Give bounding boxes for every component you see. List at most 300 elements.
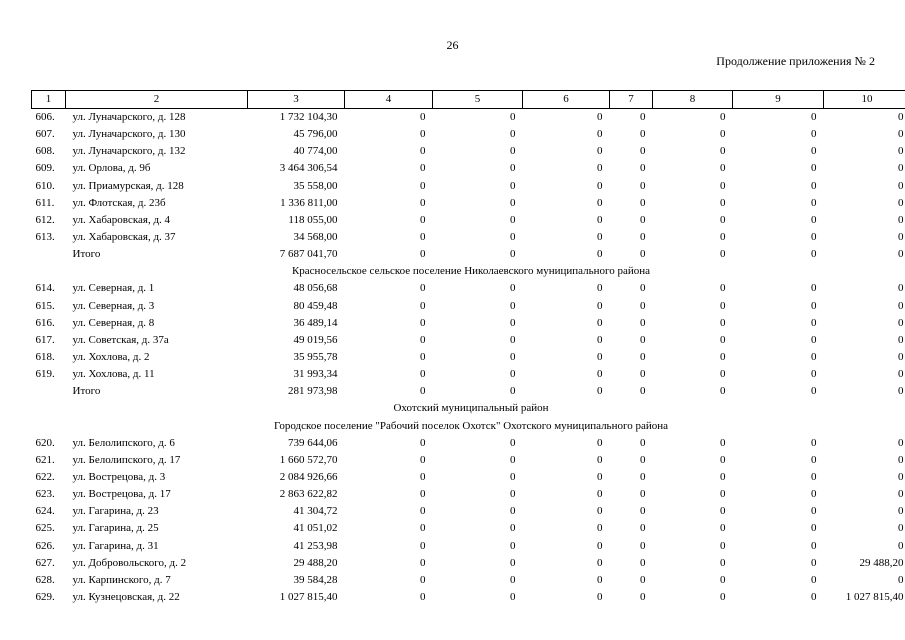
cell-col-9: 0 — [811, 145, 817, 158]
cell-col-7: 0 — [640, 162, 646, 175]
cell-col-5: 0 — [510, 471, 516, 484]
cell-amount: 29 488,20 — [293, 556, 338, 569]
cell-col-4: 0 — [420, 453, 426, 466]
section-header-row — [32, 400, 905, 417]
table-row — [32, 349, 905, 366]
section-header-row — [32, 418, 905, 435]
table-row — [32, 126, 905, 143]
cell-row-number: 619. — [35, 368, 55, 381]
cell-col-8: 0 — [720, 368, 726, 381]
cell-col-8: 0 — [720, 213, 726, 226]
table-row — [32, 366, 905, 383]
cell-col-6: 0 — [597, 591, 603, 603]
cell-col-7: 0 — [640, 145, 646, 158]
cell-col-4: 0 — [420, 145, 426, 158]
cell-col-8: 0 — [720, 128, 726, 141]
cell-col-5: 0 — [510, 333, 516, 346]
cell-col-8: 0 — [720, 556, 726, 569]
table-row — [32, 572, 905, 589]
cell-col-10: 0 — [898, 522, 904, 535]
cell-col-4: 0 — [420, 316, 426, 329]
cell-col-6: 0 — [597, 179, 603, 192]
cell-col-7: 0 — [640, 573, 646, 586]
cell-col-6: 0 — [597, 522, 603, 535]
cell-col-7: 0 — [640, 591, 646, 603]
cell-col-10: 1 027 815,40 — [845, 591, 904, 603]
column-header-10: 10 — [824, 91, 905, 109]
cell-col-10: 0 — [898, 111, 904, 124]
cell-col-8: 0 — [720, 111, 726, 124]
cell-col-6: 0 — [597, 316, 603, 329]
table-row — [32, 178, 905, 195]
column-header-8: 8 — [653, 91, 733, 109]
cell-col-9: 0 — [811, 522, 817, 535]
cell-col-6: 0 — [597, 196, 603, 209]
cell-col-10: 0 — [898, 316, 904, 329]
cell-col-6: 0 — [597, 333, 603, 346]
table-row — [32, 435, 905, 452]
cell-col-4: 0 — [420, 196, 426, 209]
cell-row-number: 610. — [35, 179, 55, 192]
cell-col-6: 0 — [597, 231, 603, 244]
cell-row-number: 622. — [35, 471, 55, 484]
cell-col-8: 0 — [720, 471, 726, 484]
cell-col-8: 0 — [720, 179, 726, 192]
cell-col-10: 0 — [898, 453, 904, 466]
cell-col-5: 0 — [510, 162, 516, 175]
cell-row-number: 615. — [35, 299, 55, 312]
column-header-5: 5 — [433, 91, 523, 109]
cell-col-8: 0 — [720, 333, 726, 346]
cell-col-10: 0 — [898, 471, 904, 484]
cell-col-7: 0 — [640, 231, 646, 244]
data-table — [31, 90, 905, 606]
cell-col-8: 0 — [720, 385, 726, 398]
section-title: Городское поселение "Рабочий поселок Охотск" Охотского муниципального района — [273, 419, 668, 432]
table-row — [32, 195, 905, 212]
cell-address: ул. Добровольского, д. 2 — [72, 556, 187, 569]
continuation-label: Продолжение приложения № 2 — [716, 54, 875, 68]
cell-col-9: 0 — [811, 591, 817, 603]
cell-col-6: 0 — [597, 248, 603, 261]
cell-amount: 41 253,98 — [293, 539, 338, 552]
cell-col-8: 0 — [720, 162, 726, 175]
cell-amount: 45 796,00 — [293, 128, 338, 141]
cell-col-10: 0 — [898, 488, 904, 501]
cell-col-5: 0 — [510, 368, 516, 381]
cell-col-4: 0 — [420, 368, 426, 381]
cell-address: Итого — [72, 385, 101, 398]
section-title: Охотский муниципальный район — [393, 402, 549, 415]
cell-col-10: 0 — [898, 282, 904, 295]
cell-col-7: 0 — [640, 316, 646, 329]
cell-row-number: 621. — [35, 453, 55, 466]
cell-col-5: 0 — [510, 145, 516, 158]
cell-amount: 34 568,00 — [293, 231, 338, 244]
cell-col-7: 0 — [640, 213, 646, 226]
cell-amount: 118 055,00 — [288, 213, 338, 226]
cell-col-7: 0 — [640, 351, 646, 364]
cell-col-10: 0 — [898, 505, 904, 518]
cell-col-4: 0 — [420, 179, 426, 192]
cell-amount: 41 304,72 — [293, 505, 338, 518]
cell-col-10: 0 — [898, 573, 904, 586]
cell-col-4: 0 — [420, 213, 426, 226]
cell-row-number: 629. — [35, 591, 55, 603]
cell-col-9: 0 — [811, 196, 817, 209]
cell-col-10: 0 — [898, 539, 904, 552]
cell-address: ул. Северная, д. 3 — [72, 299, 155, 312]
cell-address: ул. Хабаровская, д. 37 — [72, 231, 176, 244]
cell-col-7: 0 — [640, 111, 646, 124]
cell-col-7: 0 — [640, 385, 646, 398]
cell-col-6: 0 — [597, 471, 603, 484]
cell-amount: 1 660 572,70 — [279, 453, 338, 466]
cell-col-10: 0 — [898, 179, 904, 192]
cell-amount: 36 489,14 — [293, 316, 338, 329]
cell-col-4: 0 — [420, 128, 426, 141]
table-body — [32, 109, 905, 607]
cell-col-10: 29 488,20 — [859, 556, 904, 569]
cell-address: ул. Белолипского, д. 6 — [72, 436, 175, 449]
cell-amount: 1 336 811,00 — [280, 196, 338, 209]
cell-address: ул. Гагарина, д. 25 — [72, 522, 159, 535]
cell-col-4: 0 — [420, 522, 426, 535]
cell-col-8: 0 — [720, 196, 726, 209]
cell-col-10: 0 — [898, 351, 904, 364]
cell-amount: 49 019,56 — [293, 333, 338, 346]
cell-col-5: 0 — [510, 248, 516, 261]
cell-col-8: 0 — [720, 573, 726, 586]
cell-address: ул. Хохлова, д. 2 — [72, 351, 150, 364]
cell-col-7: 0 — [640, 488, 646, 501]
cell-col-7: 0 — [640, 299, 646, 312]
cell-col-6: 0 — [597, 505, 603, 518]
cell-col-4: 0 — [420, 231, 426, 244]
cell-col-4: 0 — [420, 282, 426, 295]
cell-col-9: 0 — [811, 556, 817, 569]
cell-col-9: 0 — [811, 539, 817, 552]
total-row — [32, 246, 905, 263]
header-row — [32, 91, 905, 109]
cell-col-4: 0 — [420, 505, 426, 518]
cell-row-number: 607. — [35, 128, 55, 141]
cell-address: ул. Флотская, д. 23б — [72, 196, 166, 209]
cell-amount: 3 464 306,54 — [279, 162, 338, 175]
cell-col-9: 0 — [811, 162, 817, 175]
table-row — [32, 452, 905, 469]
cell-col-7: 0 — [640, 522, 646, 535]
cell-col-9: 0 — [811, 333, 817, 346]
cell-col-7: 0 — [640, 179, 646, 192]
table-row — [32, 538, 905, 555]
cell-col-9: 0 — [811, 213, 817, 226]
cell-amount: 2 863 622,82 — [279, 488, 338, 501]
section-header-row — [32, 263, 905, 280]
cell-col-10: 0 — [898, 213, 904, 226]
cell-col-7: 0 — [640, 282, 646, 295]
cell-col-9: 0 — [811, 282, 817, 295]
cell-col-9: 0 — [811, 368, 817, 381]
cell-col-4: 0 — [420, 436, 426, 449]
cell-col-6: 0 — [597, 299, 603, 312]
table-row — [32, 315, 905, 332]
cell-row-number: 627. — [35, 556, 55, 569]
cell-col-7: 0 — [640, 556, 646, 569]
cell-col-5: 0 — [510, 351, 516, 364]
cell-address: ул. Северная, д. 8 — [72, 316, 155, 329]
cell-row-number: 626. — [35, 539, 55, 552]
table-row — [32, 280, 905, 297]
cell-col-8: 0 — [720, 488, 726, 501]
cell-col-4: 0 — [420, 333, 426, 346]
cell-col-4: 0 — [420, 162, 426, 175]
cell-row-number: 624. — [35, 505, 55, 518]
cell-address: ул. Приамурская, д. 128 — [72, 179, 184, 192]
cell-col-4: 0 — [420, 591, 426, 603]
cell-amount: 41 051,02 — [293, 522, 338, 535]
cell-col-9: 0 — [811, 505, 817, 518]
cell-col-6: 0 — [597, 111, 603, 124]
cell-col-8: 0 — [720, 539, 726, 552]
cell-col-9: 0 — [811, 316, 817, 329]
cell-col-5: 0 — [510, 539, 516, 552]
cell-col-8: 0 — [720, 299, 726, 312]
cell-col-6: 0 — [597, 436, 603, 449]
cell-col-5: 0 — [510, 316, 516, 329]
cell-col-5: 0 — [510, 436, 516, 449]
column-header-4: 4 — [345, 91, 433, 109]
cell-col-4: 0 — [420, 573, 426, 586]
cell-amount: 1 732 104,30 — [279, 111, 338, 124]
cell-row-number: 611. — [35, 196, 55, 209]
cell-col-5: 0 — [510, 522, 516, 535]
column-header-3: 3 — [248, 91, 345, 109]
cell-col-8: 0 — [720, 591, 726, 603]
cell-col-9: 0 — [811, 111, 817, 124]
cell-row-number: 613. — [35, 231, 55, 244]
cell-row-number: 609. — [35, 162, 55, 175]
cell-col-5: 0 — [510, 591, 516, 603]
cell-col-10: 0 — [898, 368, 904, 381]
cell-col-5: 0 — [510, 385, 516, 398]
cell-col-9: 0 — [811, 351, 817, 364]
cell-col-7: 0 — [640, 471, 646, 484]
cell-col-4: 0 — [420, 556, 426, 569]
cell-col-4: 0 — [420, 488, 426, 501]
cell-col-7: 0 — [640, 539, 646, 552]
table-row — [32, 555, 905, 572]
cell-col-8: 0 — [720, 351, 726, 364]
cell-col-5: 0 — [510, 556, 516, 569]
cell-col-10: 0 — [898, 385, 904, 398]
cell-col-8: 0 — [720, 522, 726, 535]
cell-row-number: 625. — [35, 522, 55, 535]
cell-col-9: 0 — [811, 128, 817, 141]
cell-address: ул. Вострецова, д. 17 — [72, 488, 171, 501]
cell-col-7: 0 — [640, 248, 646, 261]
cell-col-5: 0 — [510, 196, 516, 209]
cell-amount: 7 687 041,70 — [279, 248, 338, 261]
table-row — [32, 589, 905, 606]
cell-col-4: 0 — [420, 111, 426, 124]
cell-col-8: 0 — [720, 145, 726, 158]
cell-row-number — [32, 383, 66, 400]
cell-address: Итого — [72, 248, 101, 261]
cell-col-8: 0 — [720, 231, 726, 244]
cell-col-6: 0 — [597, 556, 603, 569]
cell-col-6: 0 — [597, 488, 603, 501]
cell-col-5: 0 — [510, 488, 516, 501]
cell-col-5: 0 — [510, 111, 516, 124]
cell-address: ул. Белолипского, д. 17 — [72, 453, 181, 466]
cell-amount: 39 584,28 — [293, 573, 338, 586]
cell-col-6: 0 — [597, 282, 603, 295]
cell-col-5: 0 — [510, 505, 516, 518]
table-row — [32, 229, 905, 246]
table-row — [32, 486, 905, 503]
table-row — [32, 469, 905, 486]
cell-col-10: 0 — [898, 436, 904, 449]
cell-col-9: 0 — [811, 453, 817, 466]
cell-col-10: 0 — [898, 333, 904, 346]
table-row — [32, 503, 905, 520]
cell-col-7: 0 — [640, 333, 646, 346]
cell-col-6: 0 — [597, 145, 603, 158]
cell-amount: 35 955,78 — [293, 351, 338, 364]
cell-amount: 80 459,48 — [293, 299, 338, 312]
cell-address: ул. Гагарина, д. 31 — [72, 539, 159, 552]
cell-col-10: 0 — [898, 128, 904, 141]
cell-amount: 1 027 815,40 — [279, 591, 338, 603]
cell-amount: 31 993,34 — [293, 368, 338, 381]
column-header-7: 7 — [610, 91, 653, 109]
cell-amount: 35 558,00 — [293, 179, 338, 192]
cell-col-5: 0 — [510, 128, 516, 141]
cell-col-6: 0 — [597, 162, 603, 175]
cell-col-4: 0 — [420, 539, 426, 552]
cell-col-6: 0 — [597, 128, 603, 141]
cell-col-8: 0 — [720, 316, 726, 329]
cell-col-10: 0 — [898, 299, 904, 312]
cell-col-4: 0 — [420, 299, 426, 312]
cell-row-number: 620. — [35, 436, 55, 449]
cell-col-7: 0 — [640, 436, 646, 449]
column-header-1: 1 — [32, 91, 66, 109]
cell-amount: 281 973,98 — [288, 385, 338, 398]
cell-col-8: 0 — [720, 505, 726, 518]
cell-address: ул. Орлова, д. 9б — [72, 162, 151, 175]
cell-address: ул. Луначарского, д. 132 — [72, 145, 186, 158]
cell-row-number: 623. — [35, 488, 55, 501]
cell-col-6: 0 — [597, 453, 603, 466]
cell-row-number: 606. — [35, 111, 55, 124]
cell-row-number: 612. — [35, 213, 55, 226]
cell-col-9: 0 — [811, 385, 817, 398]
cell-address: ул. Хабаровская, д. 4 — [72, 213, 171, 226]
cell-col-8: 0 — [720, 436, 726, 449]
cell-col-7: 0 — [640, 128, 646, 141]
cell-address: ул. Советская, д. 37а — [72, 333, 169, 346]
cell-col-6: 0 — [597, 385, 603, 398]
cell-address: ул. Хохлова, д. 11 — [72, 368, 155, 381]
cell-amount: 739 644,06 — [288, 436, 338, 449]
cell-address: ул. Луначарского, д. 128 — [72, 111, 186, 124]
cell-col-9: 0 — [811, 573, 817, 586]
cell-address: ул. Кузнецовская, д. 22 — [72, 591, 180, 603]
table-row — [32, 109, 905, 127]
cell-address: ул. Северная, д. 1 — [72, 282, 155, 295]
cell-col-5: 0 — [510, 282, 516, 295]
cell-col-6: 0 — [597, 368, 603, 381]
cell-col-9: 0 — [811, 231, 817, 244]
cell-row-number: 616. — [35, 316, 55, 329]
cell-col-6: 0 — [597, 351, 603, 364]
cell-col-7: 0 — [640, 453, 646, 466]
cell-col-5: 0 — [510, 213, 516, 226]
cell-col-5: 0 — [510, 573, 516, 586]
page-number: 26 — [446, 38, 459, 52]
cell-col-5: 0 — [510, 231, 516, 244]
cell-row-number: 618. — [35, 351, 55, 364]
cell-col-4: 0 — [420, 471, 426, 484]
cell-col-9: 0 — [811, 179, 817, 192]
table-row — [32, 332, 905, 349]
cell-row-number: 617. — [35, 333, 55, 346]
column-header-6: 6 — [523, 91, 610, 109]
cell-amount: 2 084 926,66 — [279, 471, 338, 484]
cell-row-number: 614. — [35, 282, 55, 295]
cell-address: ул. Луначарского, д. 130 — [72, 128, 186, 141]
cell-col-4: 0 — [420, 248, 426, 261]
cell-col-9: 0 — [811, 248, 817, 261]
cell-col-8: 0 — [720, 248, 726, 261]
cell-col-10: 0 — [898, 162, 904, 175]
cell-col-10: 0 — [898, 248, 904, 261]
cell-col-5: 0 — [510, 179, 516, 192]
total-row — [32, 383, 905, 400]
column-header-2: 2 — [66, 91, 248, 109]
table-row — [32, 520, 905, 537]
cell-col-5: 0 — [510, 453, 516, 466]
cell-col-10: 0 — [898, 145, 904, 158]
cell-col-9: 0 — [811, 471, 817, 484]
cell-address: ул. Гагарина, д. 23 — [72, 505, 159, 518]
cell-col-9: 0 — [811, 299, 817, 312]
cell-col-8: 0 — [720, 453, 726, 466]
cell-col-8: 0 — [720, 282, 726, 295]
cell-col-10: 0 — [898, 196, 904, 209]
cell-col-6: 0 — [597, 213, 603, 226]
column-header-9: 9 — [733, 91, 824, 109]
cell-col-7: 0 — [640, 368, 646, 381]
cell-col-10: 0 — [898, 231, 904, 244]
cell-row-number — [32, 246, 66, 263]
cell-row-number: 628. — [35, 573, 55, 586]
cell-col-6: 0 — [597, 573, 603, 586]
table-row — [32, 143, 905, 160]
cell-col-9: 0 — [811, 488, 817, 501]
table-row — [32, 298, 905, 315]
cell-col-4: 0 — [420, 351, 426, 364]
cell-amount: 40 774,00 — [293, 145, 338, 158]
section-title: Красносельское сельское поселение Николаевского муниципального района — [291, 265, 651, 278]
cell-row-number: 608. — [35, 145, 55, 158]
cell-col-5: 0 — [510, 299, 516, 312]
table-row — [32, 160, 905, 177]
cell-address: ул. Карпинского, д. 7 — [72, 573, 171, 586]
cell-col-6: 0 — [597, 539, 603, 552]
